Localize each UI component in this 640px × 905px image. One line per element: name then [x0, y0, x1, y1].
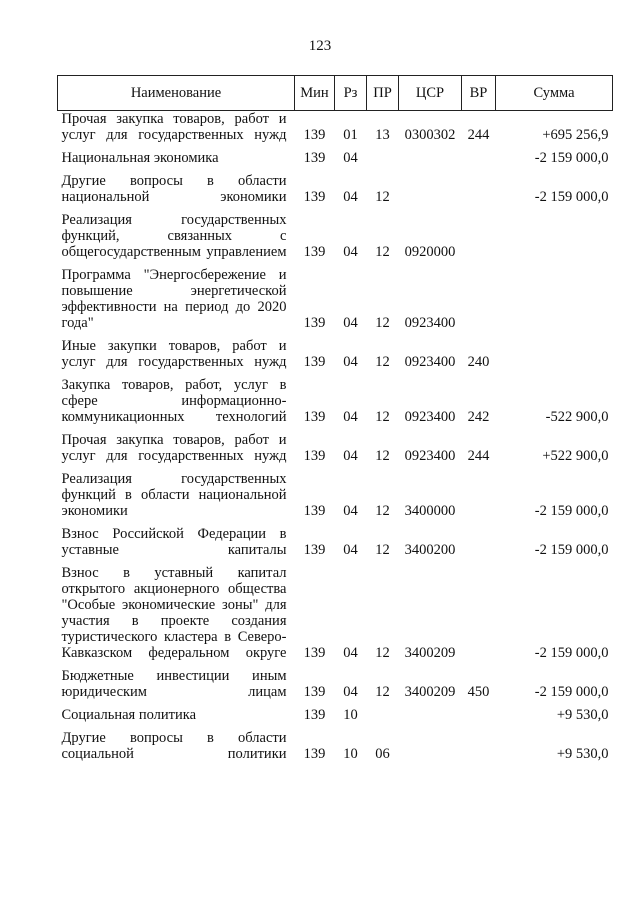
table-row [58, 212, 613, 267]
cell-csr: 3400000 [404, 503, 456, 519]
cell-pr [367, 150, 399, 173]
cell-sum: +522 900,0 [542, 448, 609, 464]
cell-rz: 04 [343, 542, 358, 558]
cell-min: 139 [303, 503, 326, 519]
cell-rz: 01 [343, 127, 358, 143]
cell-vr [462, 212, 496, 267]
table-row [58, 565, 613, 668]
cell-sum [496, 338, 613, 377]
budget-table [57, 75, 613, 769]
cell-min: 139 [303, 645, 326, 661]
cell-vr: 244 [467, 127, 490, 143]
cell-csr: 3400209 [404, 645, 456, 661]
cell-rz: 04 [343, 684, 358, 700]
cell-name: Социальная политика [61, 707, 197, 723]
cell-min: 139 [303, 542, 326, 558]
table-row [58, 668, 613, 707]
cell-min: 139 [303, 150, 326, 166]
cell-vr [462, 565, 496, 668]
cell-sum: -522 900,0 [545, 409, 609, 425]
cell-vr [462, 526, 496, 565]
cell-min: 139 [303, 127, 326, 143]
cell-rz: 10 [343, 707, 358, 723]
cell-pr: 12 [375, 315, 390, 331]
cell-sum: -2 159 000,0 [534, 189, 609, 205]
cell-rz: 04 [343, 150, 358, 166]
cell-min: 139 [303, 354, 326, 370]
table-row [58, 432, 613, 471]
cell-rz: 04 [343, 503, 358, 519]
cell-csr: 0300302 [404, 127, 456, 143]
cell-vr [462, 173, 496, 212]
table-row [58, 377, 613, 432]
cell-pr: 12 [375, 189, 390, 205]
cell-csr: 3400200 [404, 542, 456, 558]
cell-name: Реализация государственных функций в области национальной экономики [61, 471, 287, 519]
cell-pr: 12 [375, 354, 390, 370]
column-header-csr: ЦСР [399, 76, 462, 111]
cell-csr: 0923400 [404, 448, 456, 464]
cell-min: 139 [303, 684, 326, 700]
cell-pr: 12 [375, 448, 390, 464]
cell-rz: 04 [343, 244, 358, 260]
cell-min: 139 [303, 746, 326, 762]
cell-min: 139 [303, 409, 326, 425]
column-header-min: Мин [295, 76, 335, 111]
cell-name: Взнос Российской Федерации в уставные капиталы [61, 526, 287, 558]
cell-name: Взнос в уставный капитал открытого акционерного общества "Особые экономические зоны" для участия в проекте создания туристического кластера в Северо-Кавказском федеральном округе [61, 565, 287, 661]
cell-rz: 04 [343, 189, 358, 205]
cell-csr [399, 707, 462, 730]
cell-vr [462, 150, 496, 173]
cell-csr [399, 730, 462, 769]
cell-sum: +9 530,0 [556, 707, 609, 723]
cell-name: Закупка товаров, работ, услуг в сфере информационно-коммуникационных технологий [61, 377, 287, 425]
column-header-rz: Рз [335, 76, 367, 111]
cell-pr: 12 [375, 409, 390, 425]
cell-pr: 12 [375, 684, 390, 700]
cell-name: Другие вопросы в области социальной политики [61, 730, 287, 762]
cell-pr: 06 [375, 746, 390, 762]
page-number: 123 [308, 38, 332, 54]
cell-min: 139 [303, 448, 326, 464]
table-header-row [58, 76, 613, 111]
cell-min: 139 [303, 707, 326, 723]
cell-csr: 0923400 [404, 354, 456, 370]
cell-pr [367, 707, 399, 730]
cell-csr: 0920000 [404, 244, 456, 260]
cell-vr: 242 [467, 409, 490, 425]
table-body [58, 111, 613, 770]
cell-name: Прочая закупка товаров, работ и услуг для государственных нужд [61, 111, 287, 143]
cell-sum: -2 159 000,0 [534, 684, 609, 700]
cell-rz: 04 [343, 448, 358, 464]
column-header-sum: Сумма [496, 76, 613, 111]
cell-sum: -2 159 000,0 [534, 645, 609, 661]
table-row [58, 150, 613, 173]
cell-rz: 04 [343, 315, 358, 331]
cell-rz: 04 [343, 354, 358, 370]
cell-csr: 3400209 [404, 684, 456, 700]
table-row [58, 111, 613, 151]
cell-name: Реализация государственных функций, связанных с общегосударственным управлением [61, 212, 287, 260]
cell-name: Иные закупки товаров, работ и услуг для государственных нужд [61, 338, 287, 370]
cell-pr: 12 [375, 244, 390, 260]
table-row [58, 338, 613, 377]
column-header-vr: ВР [462, 76, 496, 111]
cell-pr: 12 [375, 503, 390, 519]
cell-rz: 04 [343, 645, 358, 661]
cell-sum [496, 212, 613, 267]
cell-vr [462, 730, 496, 769]
table-row [58, 730, 613, 769]
cell-name: Другие вопросы в области национальной экономики [61, 173, 287, 205]
cell-min: 139 [303, 189, 326, 205]
cell-vr [462, 267, 496, 338]
cell-sum: -2 159 000,0 [534, 150, 609, 166]
table-row [58, 471, 613, 526]
cell-min: 139 [303, 244, 326, 260]
cell-sum: +9 530,0 [556, 746, 609, 762]
cell-vr: 244 [467, 448, 490, 464]
cell-csr [399, 150, 462, 173]
cell-sum [496, 267, 613, 338]
cell-csr: 0923400 [404, 315, 456, 331]
cell-vr: 240 [467, 354, 490, 370]
cell-name: Прочая закупка товаров, работ и услуг для государственных нужд [61, 432, 287, 464]
cell-pr: 12 [375, 645, 390, 661]
cell-vr [462, 707, 496, 730]
cell-min: 139 [303, 315, 326, 331]
cell-vr: 450 [467, 684, 490, 700]
cell-sum: +695 256,9 [542, 127, 609, 143]
cell-sum: -2 159 000,0 [534, 503, 609, 519]
table-row [58, 707, 613, 730]
cell-csr: 0923400 [404, 409, 456, 425]
cell-rz: 04 [343, 409, 358, 425]
cell-csr [399, 173, 462, 212]
table-row [58, 526, 613, 565]
cell-name: Программа "Энергосбережение и повышение энергетической эффективности на период до 2020 года" [61, 267, 287, 331]
cell-name: Национальная экономика [61, 150, 219, 166]
cell-pr: 12 [375, 542, 390, 558]
cell-pr: 13 [375, 127, 390, 143]
cell-rz: 10 [343, 746, 358, 762]
cell-name: Бюджетные инвестиции иным юридическим лицам [61, 668, 287, 700]
table-row [58, 173, 613, 212]
table-row [58, 267, 613, 338]
column-header-pr: ПР [367, 76, 399, 111]
cell-sum: -2 159 000,0 [534, 542, 609, 558]
column-header-name: Наименование [58, 76, 295, 111]
cell-vr [462, 471, 496, 526]
